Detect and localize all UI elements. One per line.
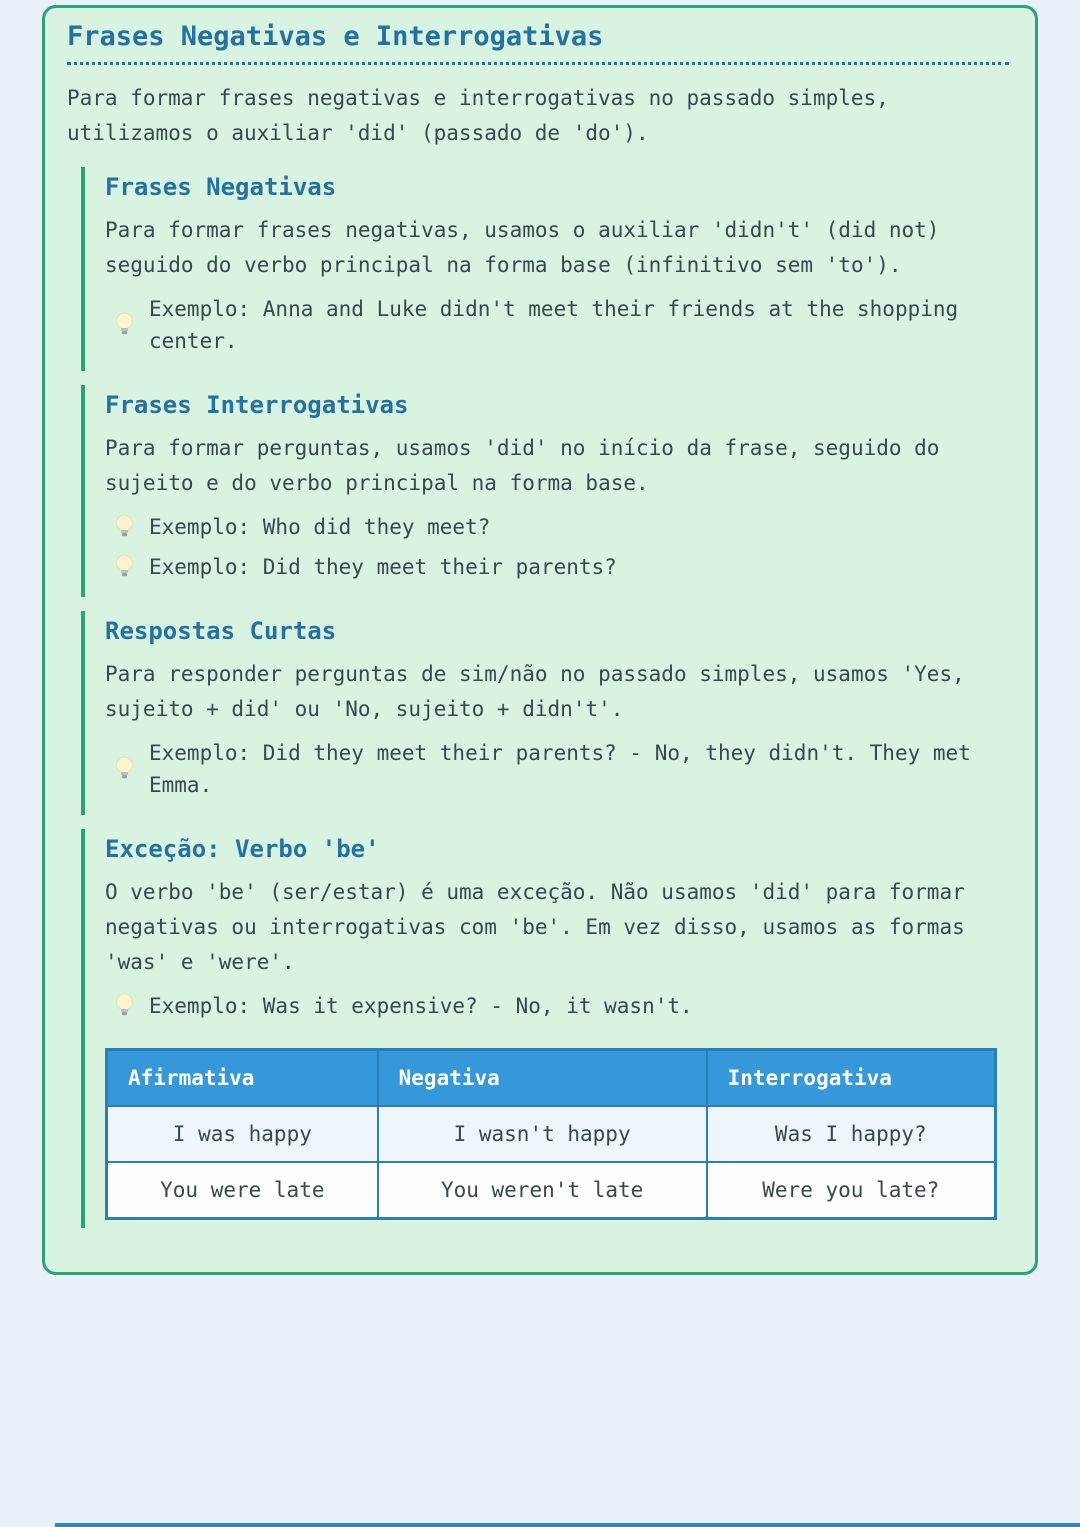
lightbulb-icon [115, 312, 134, 339]
section-body: Para responder perguntas de sim/não no passado simples, usamos 'Yes, sujeito + did' ou 'No, sujeito + didn't'. [105, 662, 965, 721]
page-title: Frases Negativas e Interrogativas [67, 22, 1009, 65]
be-verb-forms-table [105, 1048, 997, 1220]
section-body: Para formar perguntas, usamos 'did' no início da frase, seguido do sujeito e do verbo principal na forma base. [105, 436, 940, 495]
lightbulb-icon [115, 514, 134, 541]
section-heading: Exceção: Verbo 'be' [105, 835, 380, 863]
section-heading: Frases Interrogativas [105, 391, 409, 419]
example-text: Exemplo: Was it expensive? - No, it wasn't. [149, 994, 693, 1018]
table-cell: Were you late? [707, 1162, 996, 1219]
section-excecao-verbo-be [81, 829, 1009, 1228]
table-header-row [107, 1050, 996, 1107]
example-item [105, 551, 1009, 583]
example-item [105, 293, 1009, 357]
lightbulb-icon [115, 554, 134, 581]
lightbulb-icon [115, 993, 134, 1020]
table-cell: You weren't late [378, 1162, 707, 1219]
table-row [107, 1162, 996, 1219]
example-item [105, 990, 1009, 1022]
table-cell: I wasn't happy [378, 1106, 707, 1162]
example-text: Exemplo: Anna and Luke didn't meet their friends at the shopping center. [149, 297, 959, 353]
table-header-interrogativa: Interrogativa [707, 1050, 996, 1107]
lesson-card [42, 5, 1038, 1275]
next-section-top-edge [55, 1523, 1080, 1527]
section-body: O verbo 'be' (ser/estar) é uma exceção. Não usamos 'did' para formar negativas ou interrogativas com 'be'. Em vez disso, usamos as formas 'was' e 'were'. [105, 880, 965, 974]
section-frases-interrogativas [81, 385, 1009, 597]
example-item [105, 737, 1009, 801]
table-header-afirmativa: Afirmativa [107, 1050, 378, 1107]
example-text: Exemplo: Did they meet their parents? - No, they didn't. They met Emma. [149, 741, 971, 797]
example-item [105, 511, 1009, 543]
table-header-negativa: Negativa [378, 1050, 707, 1107]
section-heading: Respostas Curtas [105, 617, 337, 645]
example-text: Exemplo: Who did they meet? [149, 515, 491, 539]
lightbulb-icon [115, 756, 134, 783]
section-frases-negativas [81, 167, 1009, 371]
table-cell: You were late [107, 1162, 378, 1219]
table-row [107, 1106, 996, 1162]
intro-paragraph: Para formar frases negativas e interrogativas no passado simples, utilizamos o auxiliar 'did' (passado de 'do'). [67, 86, 889, 145]
table-cell: Was I happy? [707, 1106, 996, 1162]
example-text: Exemplo: Did they meet their parents? [149, 555, 617, 579]
section-respostas-curtas [81, 611, 1009, 815]
section-heading: Frases Negativas [105, 173, 337, 201]
table-cell: I was happy [107, 1106, 378, 1162]
section-body: Para formar frases negativas, usamos o auxiliar 'didn't' (did not) seguido do verbo principal na forma base (infinitivo sem 'to'). [105, 218, 940, 277]
